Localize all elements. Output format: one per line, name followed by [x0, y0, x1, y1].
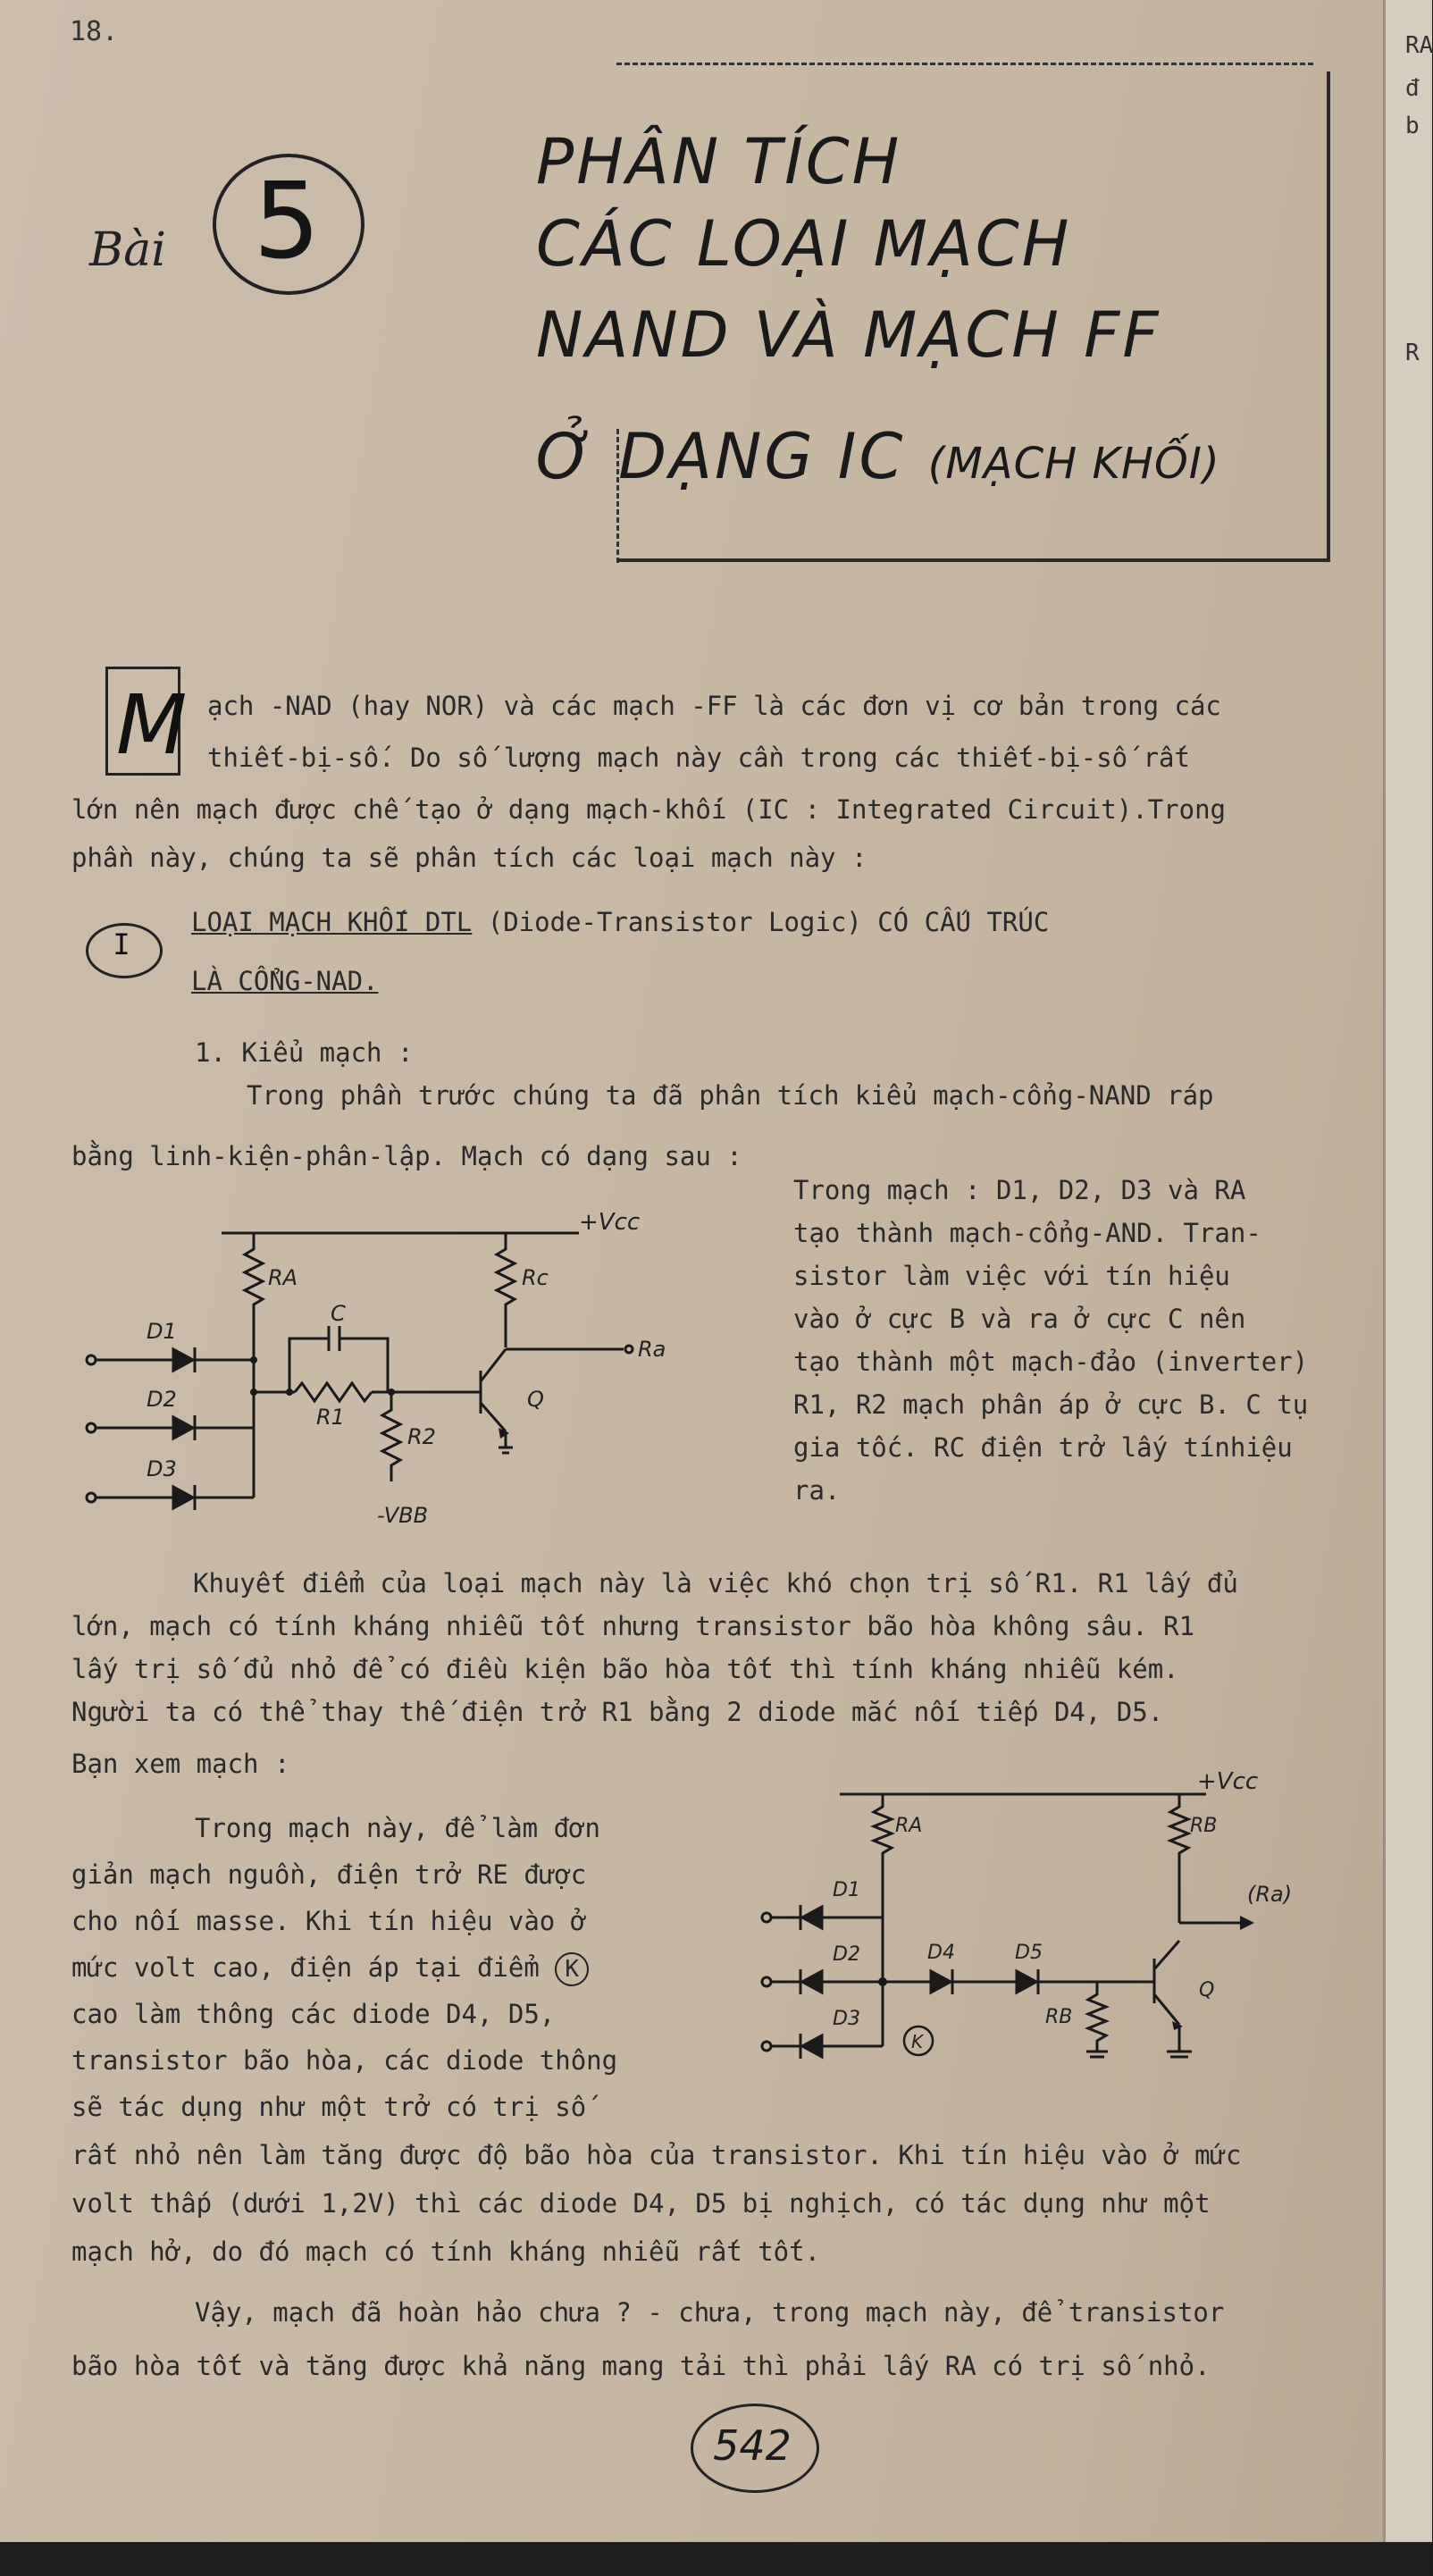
c2-rb-top-label: RB — [1190, 1815, 1218, 1837]
c1-d3-label: D3 — [147, 1456, 177, 1481]
c2-rb-label: RB — [1045, 2006, 1073, 2028]
subsection-title: 1. Kiểu mạch : — [195, 1037, 414, 1068]
para3-line-5: Bạn xem mạch : — [71, 1749, 290, 1779]
adjacent-page-edge — [1383, 0, 1432, 2542]
c1-output-label: Ra — [638, 1337, 666, 1362]
c1-vcc-label: +Vcc — [579, 1209, 641, 1236]
c2-d5-label: D5 — [1015, 1942, 1043, 1964]
para2-line-6: R1, R2 mạch phân áp ở cực B. C tụ — [793, 1389, 1309, 1420]
para3-line-2: lớn, mạch có tính kháng nhiễu tốt nhưng transistor bão hòa không sâu. R1 — [71, 1611, 1195, 1641]
para2-line-3: sistor làm việc với tín hiệu — [793, 1261, 1230, 1291]
c1-d2-label: D2 — [147, 1387, 177, 1412]
para6-line-1: Vậy, mạch đã hoàn hảo chưa ? - chưa, trong mạch này, để transistor — [195, 2297, 1225, 2328]
title-line-4-note: (MẠCH KHỐI) — [927, 439, 1220, 489]
intro-line-3: lớn nên mạch được chế tạo ở dạng mạch-khối (IC : Integrated Circuit).Trong — [71, 794, 1227, 825]
para4-line-7: sẽ tác dụng như một trở có trị số — [71, 2092, 587, 2122]
adjacent-page-fragment-2: đ — [1405, 75, 1420, 102]
c1-d1-label: D1 — [147, 1319, 177, 1344]
dtl-nand-circuit-diagram — [79, 1196, 767, 1535]
section-heading-line-2: LÀ CỔNG-NAD. — [191, 966, 379, 996]
title-line-4-main: Ở DẠNG IC — [536, 420, 906, 493]
section-heading-rest: (Diode-Transistor Logic) CÓ CẤU TRÚC — [472, 907, 1050, 937]
c2-q-label: Q — [1199, 1979, 1215, 2001]
c2-ra-label: RA — [895, 1815, 923, 1837]
para1-line-2: bằng linh-kiện-phân-lập. Mạch có dạng sau : — [71, 1141, 742, 1171]
c1-r1-label: R1 — [316, 1405, 345, 1430]
lesson-number: 5 — [253, 159, 321, 282]
intro-line-1: ạch -NAD (hay NOR) và các mạch -FF là các đơn vị cơ bản trong các — [207, 691, 1221, 721]
para2-line-1: Trong mạch : D1, D2, D3 và RA — [793, 1175, 1246, 1205]
adjacent-page-fragment-4: R — [1405, 340, 1420, 366]
dtl-nand-diode-circuit-diagram — [750, 1757, 1376, 2087]
para5-line-1: rất nhỏ nên làm tăng được độ bão hòa của transistor. Khi tín hiệu vào ở mức — [71, 2140, 1242, 2170]
c2-k-label: K — [911, 2031, 924, 2052]
para4-line-4-text: mức volt cao, điện áp tại điểm — [71, 1952, 556, 1983]
para2-line-8: ra. — [793, 1475, 841, 1506]
title-box-top-border — [616, 63, 1313, 65]
para3-line-1: Khuyết điểm của loại mạch này là việc khó chọn trị số R1. R1 lấy đủ — [193, 1568, 1238, 1598]
c1-q-label: Q — [527, 1387, 544, 1412]
para2-line-5: tạo thành một mạch-đảo (inverter) — [793, 1347, 1309, 1377]
para3-line-3: lấy trị số đủ nhỏ để có điều kiện bão hòa tốt thì tính kháng nhiễu kém. — [71, 1654, 1179, 1684]
c2-vcc-label: +Vcc — [1197, 1768, 1259, 1795]
c2-d2-label: D2 — [833, 1943, 860, 1966]
drop-cap-letter: M — [116, 677, 188, 773]
para4-line-1: Trong mạch này, để làm đơn — [195, 1813, 600, 1843]
para4-line-5: cao làm thông các diode D4, D5, — [71, 1999, 556, 2029]
c1-ra-label: RA — [268, 1265, 298, 1290]
section-heading-underlined: LOẠI MẠCH KHỐI DTL — [191, 907, 473, 937]
scan-background-strip — [0, 2542, 1429, 2576]
title-line-2: CÁC LOẠI MẠCH — [536, 207, 1072, 281]
title-line-3: NAND VÀ MẠCH FF — [536, 298, 1161, 372]
para4-line-3: cho nối masse. Khi tín hiệu vào ở — [71, 1906, 587, 1936]
c1-c-label: C — [331, 1301, 346, 1326]
adjacent-page-fragment-3: b — [1405, 113, 1420, 139]
c2-output-label: (Ra) — [1247, 1882, 1293, 1907]
c2-d4-label: D4 — [927, 1942, 955, 1964]
section-numeral: I — [113, 927, 130, 961]
c1-rc-label: Rc — [522, 1265, 549, 1290]
adjacent-page-fragment-1: RA — [1405, 32, 1433, 59]
c1-vbb-label: -VBB — [377, 1503, 429, 1528]
intro-line-2: thiết-bị-số. Do số lượng mạch này cần trong các thiết-bị-số rất — [207, 743, 1190, 773]
para2-line-4: vào ở cực B và ra ở cực C nên — [793, 1304, 1246, 1334]
para1-line-1: Trong phần trước chúng ta đã phân tích kiểu mạch-cổng-NAND ráp — [247, 1080, 1214, 1111]
c2-d1-label: D1 — [833, 1879, 860, 1901]
intro-line-4: phần này, chúng ta sẽ phân tích các loại mạch này : — [71, 843, 867, 873]
para4-line-6: transistor bão hòa, các diode thông — [71, 2045, 618, 2076]
lesson-label: Bài — [89, 223, 166, 277]
c1-r2-label: R2 — [407, 1424, 436, 1449]
c2-d3-label: D3 — [833, 2008, 860, 2030]
para5-line-2: volt thấp (dưới 1,2V) thì các diode D4, D5 bị nghịch, có tác dụng như một — [71, 2188, 1211, 2219]
para2-line-7: gia tốc. RC điện trở lấy tínhiệu — [793, 1432, 1293, 1463]
para2-line-2: tạo thành mạch-cổng-AND. Tran- — [793, 1218, 1261, 1248]
para5-line-3: mạch hở, do đó mạch có tính kháng nhiễu rất tốt. — [71, 2236, 821, 2267]
k-point-marker: K — [555, 1952, 589, 1986]
para4-line-2: giản mạch nguồn, điện trở RE được — [71, 1859, 587, 1890]
para4-line-4 — [71, 1950, 589, 1986]
title-line-1: PHÂN TÍCH — [536, 125, 902, 198]
para3-line-4: Người ta có thể thay thế điện trở R1 bằng 2 diode mắc nối tiếp D4, D5. — [71, 1697, 1164, 1727]
page-number: 18. — [70, 16, 119, 47]
section-heading-line-1 — [191, 904, 1049, 940]
title-line-4 — [536, 420, 1220, 493]
handwritten-page-number: 542 — [713, 2421, 792, 2470]
para6-line-2: bão hòa tốt và tăng được khả năng mang tải thì phải lấy RA có trị số nhỏ. — [71, 2351, 1211, 2381]
